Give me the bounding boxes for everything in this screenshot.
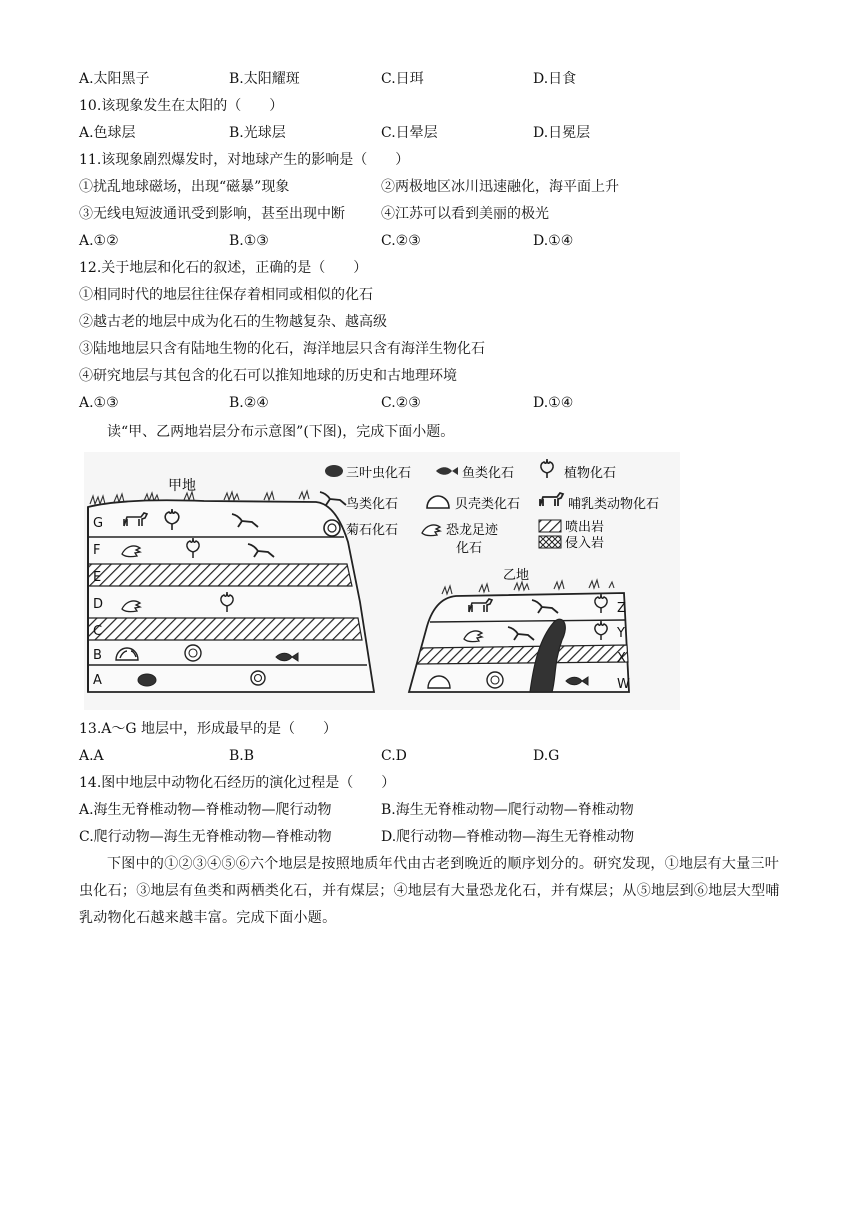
q13-option-d: D.G	[533, 748, 560, 764]
layer-c-extrusive	[88, 618, 362, 640]
legend-label-bird: 鸟类化石	[346, 497, 399, 512]
layer-label-w: W	[617, 677, 630, 692]
legend-label-mammal: 哺乳类动物化石	[568, 497, 660, 512]
q12-option-b: B.②④	[229, 395, 269, 411]
legend-label-fossil: 化石	[456, 541, 483, 556]
q11-statement-1: ①扰乱地球磁场，出现“磁暴”现象	[79, 179, 290, 195]
intro-figure-instruction: 读“甲、乙两地岩层分布示意图”(下图)，完成下面小题。	[107, 424, 455, 440]
layer-label-g: G	[93, 516, 104, 531]
layer-label-d: D	[93, 597, 104, 612]
q12-option-a: A.①③	[79, 395, 119, 411]
q12-statement-1: ①相同时代的地层往往保存着相同或相似的化石	[79, 287, 373, 303]
q14-option-b: B.海生无脊椎动物—爬行动物—脊椎动物	[381, 802, 634, 818]
q12-option-d: D.①④	[533, 395, 574, 411]
layer-label-f: F	[93, 543, 101, 558]
q11-option-c: C.②③	[381, 233, 421, 249]
rock-strata-figure	[84, 452, 680, 710]
layer-x-extrusive	[417, 645, 628, 664]
ammonite-fossil-icon	[251, 671, 265, 685]
ammonite-fossil-icon	[487, 672, 503, 688]
ammonite-fossil-icon	[185, 645, 201, 661]
q9-option-d: D.日食	[533, 71, 577, 87]
q9-option-b: B.太阳耀斑	[229, 71, 300, 87]
layer-label-c: C	[93, 624, 103, 639]
q12-option-c: C.②③	[381, 395, 421, 411]
q11-option-b: B.①③	[229, 233, 269, 249]
q11-statement-4: ④江苏可以看到美丽的极光	[381, 206, 549, 222]
layer-label-b: B	[93, 648, 102, 663]
q12-statement-3: ③陆地地层只含有陆地生物的化石，海洋地层只含有海洋生物化石	[79, 341, 485, 357]
q10-option-a: A.色球层	[79, 125, 136, 141]
q11-statement-2: ②两极地区冰川迅速融化，海平面上升	[381, 179, 619, 195]
layer-label-z: Z	[617, 601, 626, 616]
legend-label-plant: 植物化石	[564, 466, 617, 481]
legend-ammonite-icon	[324, 520, 340, 536]
legend-label-extrusive: 喷出岩	[565, 520, 605, 535]
q14-option-d: D.爬行动物—脊椎动物—海生无脊椎动物	[381, 829, 635, 845]
q13-stem: 13.A～G 地层中，形成最早的是（ ）	[79, 721, 338, 737]
legend-label-trilobite: 三叶虫化石	[346, 466, 412, 481]
q10-option-b: B.光球层	[229, 125, 286, 141]
q11-option-d: D.①④	[533, 233, 574, 249]
site-jia-label: 甲地	[168, 478, 196, 494]
legend-label-intrusive: 侵入岩	[565, 536, 605, 551]
q9-option-a: A.太阳黑子	[79, 71, 150, 87]
q9-option-c: C.日珥	[381, 71, 424, 87]
intro-strata-paragraph: 下图中的①②③④⑤⑥六个地层是按照地质年代由古老到晚近的顺序划分的。研究发现，①地层有大量三叶虫化石；③地层有鱼类和两栖类化石，并有煤层；④地层有大量恐龙化石，并有煤层；从⑤地层到⑥地层大型哺乳动物化石越来越丰富。完成下面小题。	[79, 856, 780, 926]
q14-option-a: A.海生无脊椎动物—脊椎动物—爬行动物	[79, 802, 332, 818]
q11-stem: 11.该现象剧烈爆发时，对地球产生的影响是（ ）	[79, 152, 410, 168]
layer-label-e: E	[93, 570, 102, 585]
layer-label-a: A	[93, 673, 102, 688]
legend-label-dinosaur-track: 恐龙足迹	[446, 523, 499, 538]
legend-intrusive-swatch	[539, 536, 561, 548]
q10-option-d: D.日冕层	[533, 125, 591, 141]
q12-stem: 12.关于地层和化石的叙述，正确的是（ ）	[79, 260, 368, 276]
layer-e-extrusive	[88, 564, 352, 586]
legend-label-ammonite: 菊石化石	[346, 523, 399, 538]
layer-label-y: Y	[617, 626, 625, 641]
legend-trilobite-icon	[325, 465, 343, 477]
q11-statement-3: ③无线电短波通讯受到影响，甚至出现中断	[79, 206, 345, 222]
legend-label-fish: 鱼类化石	[462, 466, 515, 481]
trilobite-fossil-icon	[138, 674, 156, 686]
q12-statement-4: ④研究地层与其包含的化石可以推知地球的历史和古地理环境	[79, 368, 457, 384]
q10-stem: 10.该现象发生在太阳的（ ）	[79, 98, 284, 114]
q12-statement-2: ②越古老的地层中成为化石的生物越复杂、越高级	[79, 314, 387, 330]
q13-option-c: C.D	[381, 748, 407, 764]
legend-label-shell: 贝壳类化石	[455, 497, 521, 512]
q11-option-a: A.①②	[79, 233, 119, 249]
q14-option-c: C.爬行动物—海生无脊椎动物—脊椎动物	[79, 829, 332, 845]
q13-option-a: A.A	[79, 748, 104, 764]
layer-label-x: X	[617, 651, 626, 666]
q10-option-c: C.日晕层	[381, 125, 438, 141]
site-yi-label: 乙地	[503, 568, 530, 583]
q14-stem: 14.图中地层中动物化石经历的演化过程是（ ）	[79, 775, 396, 791]
legend-extrusive-swatch	[539, 520, 561, 532]
q13-option-b: B.B	[229, 748, 255, 764]
